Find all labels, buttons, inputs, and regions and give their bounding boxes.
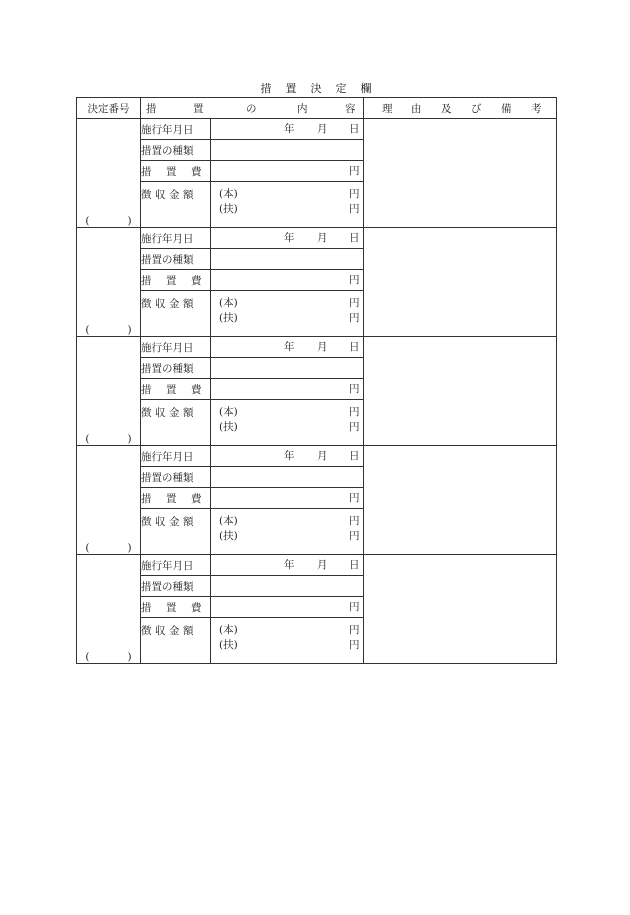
label-measure-cost: 措 置 費: [141, 488, 211, 509]
month-unit: 月: [317, 341, 328, 353]
month-unit: 月: [317, 232, 328, 244]
reason-remarks-field[interactable]: [364, 555, 557, 664]
measure-cost-field[interactable]: [211, 488, 364, 509]
decision-group-row: [77, 228, 557, 249]
form-title: 措置決定欄: [260, 82, 386, 95]
yen-unit: 円: [349, 515, 360, 527]
measure-decision-table: [76, 97, 557, 664]
measure-type-field[interactable]: [211, 576, 364, 597]
yen-unit: 円: [349, 297, 360, 309]
main-prefix: (本): [219, 406, 238, 418]
support-prefix: (扶): [219, 203, 238, 215]
label-measure-type: 措置の種類: [141, 467, 211, 488]
decision-number-cell[interactable]: ( ): [77, 228, 141, 337]
day-unit: 日: [349, 341, 360, 353]
yen-unit: 円: [349, 406, 360, 418]
date-field[interactable]: [211, 446, 364, 467]
support-prefix: (扶): [219, 421, 238, 433]
collection-amount-field[interactable]: [211, 400, 364, 446]
day-unit: 日: [349, 450, 360, 462]
header-content-char: 内: [297, 103, 308, 115]
header-content-char: 容: [345, 103, 356, 115]
measure-cost-field[interactable]: [211, 270, 364, 291]
decision-group-row: [77, 446, 557, 467]
header-reason-char: び: [471, 103, 482, 115]
yen-unit: 円: [349, 601, 360, 613]
measure-cost-field[interactable]: [211, 379, 364, 400]
date-field[interactable]: [211, 555, 364, 576]
yen-unit: 円: [349, 165, 360, 177]
year-unit: 年: [284, 341, 295, 353]
label-measure-cost: 措 置 費: [141, 379, 211, 400]
main-prefix: (本): [219, 624, 238, 636]
day-unit: 日: [349, 123, 360, 135]
month-unit: 月: [317, 559, 328, 571]
label-date: 施行年月日: [141, 228, 211, 249]
label-collection-amount: 徴 収 金 額: [141, 291, 211, 337]
label-date: 施行年月日: [141, 555, 211, 576]
label-collection-amount: 徴 収 金 額: [141, 509, 211, 555]
yen-unit: 円: [349, 203, 360, 215]
decision-group-row: [77, 119, 557, 140]
yen-unit: 円: [349, 639, 360, 651]
header-reason-char: 理: [382, 103, 393, 115]
support-prefix: (扶): [219, 312, 238, 324]
decision-group-row: [77, 337, 557, 358]
measure-cost-field[interactable]: [211, 161, 364, 182]
measure-type-field[interactable]: [211, 140, 364, 161]
label-measure-type: 措置の種類: [141, 576, 211, 597]
header-content-char: 措: [146, 103, 157, 115]
yen-unit: 円: [349, 421, 360, 433]
label-collection-amount: 徴 収 金 額: [141, 400, 211, 446]
reason-remarks-field[interactable]: [364, 337, 557, 446]
header-reason-remarks: [364, 98, 557, 119]
month-unit: 月: [317, 450, 328, 462]
decision-number-cell[interactable]: ( ): [77, 446, 141, 555]
reason-remarks-field[interactable]: [364, 119, 557, 228]
measure-type-field[interactable]: [211, 467, 364, 488]
main-prefix: (本): [219, 515, 238, 527]
header-content-char: 置: [193, 103, 204, 115]
label-date: 施行年月日: [141, 119, 211, 140]
collection-amount-field[interactable]: [211, 182, 364, 228]
header-reason-char: 由: [411, 103, 422, 115]
header-measure-content: [141, 98, 364, 119]
reason-remarks-field[interactable]: [364, 228, 557, 337]
label-date: 施行年月日: [141, 337, 211, 358]
support-prefix: (扶): [219, 639, 238, 651]
header-decision-number: 決定番号: [77, 98, 141, 119]
header-content-char: の: [246, 103, 257, 115]
year-unit: 年: [284, 123, 295, 135]
label-measure-type: 措置の種類: [141, 140, 211, 161]
yen-unit: 円: [349, 188, 360, 200]
header-reason-char: 考: [531, 103, 542, 115]
support-prefix: (扶): [219, 530, 238, 542]
collection-amount-field[interactable]: [211, 618, 364, 664]
date-field[interactable]: [211, 337, 364, 358]
label-measure-type: 措置の種類: [141, 358, 211, 379]
label-measure-type: 措置の種類: [141, 249, 211, 270]
label-collection-amount: 徴 収 金 額: [141, 618, 211, 664]
yen-unit: 円: [349, 492, 360, 504]
yen-unit: 円: [349, 274, 360, 286]
year-unit: 年: [284, 232, 295, 244]
day-unit: 日: [349, 559, 360, 571]
day-unit: 日: [349, 232, 360, 244]
header-reason-char: 及: [441, 103, 452, 115]
collection-amount-field[interactable]: [211, 291, 364, 337]
label-collection-amount: 徴 収 金 額: [141, 182, 211, 228]
yen-unit: 円: [349, 624, 360, 636]
measure-type-field[interactable]: [211, 249, 364, 270]
month-unit: 月: [317, 123, 328, 135]
decision-group-row: [77, 555, 557, 576]
reason-remarks-field[interactable]: [364, 446, 557, 555]
decision-number-cell[interactable]: ( ): [77, 555, 141, 664]
yen-unit: 円: [349, 312, 360, 324]
measure-cost-field[interactable]: [211, 597, 364, 618]
main-prefix: (本): [219, 188, 238, 200]
header-reason-char: 備: [501, 103, 512, 115]
label-measure-cost: 措 置 費: [141, 161, 211, 182]
year-unit: 年: [284, 450, 295, 462]
main-prefix: (本): [219, 297, 238, 309]
decision-number-cell[interactable]: ( ): [77, 337, 141, 446]
decision-number-cell[interactable]: ( ): [77, 119, 141, 228]
header-row: [77, 98, 557, 119]
yen-unit: 円: [349, 383, 360, 395]
measure-type-field[interactable]: [211, 358, 364, 379]
yen-unit: 円: [349, 530, 360, 542]
date-field[interactable]: [211, 119, 364, 140]
date-field[interactable]: [211, 228, 364, 249]
year-unit: 年: [284, 559, 295, 571]
label-measure-cost: 措 置 費: [141, 270, 211, 291]
label-measure-cost: 措 置 費: [141, 597, 211, 618]
label-date: 施行年月日: [141, 446, 211, 467]
collection-amount-field[interactable]: [211, 509, 364, 555]
